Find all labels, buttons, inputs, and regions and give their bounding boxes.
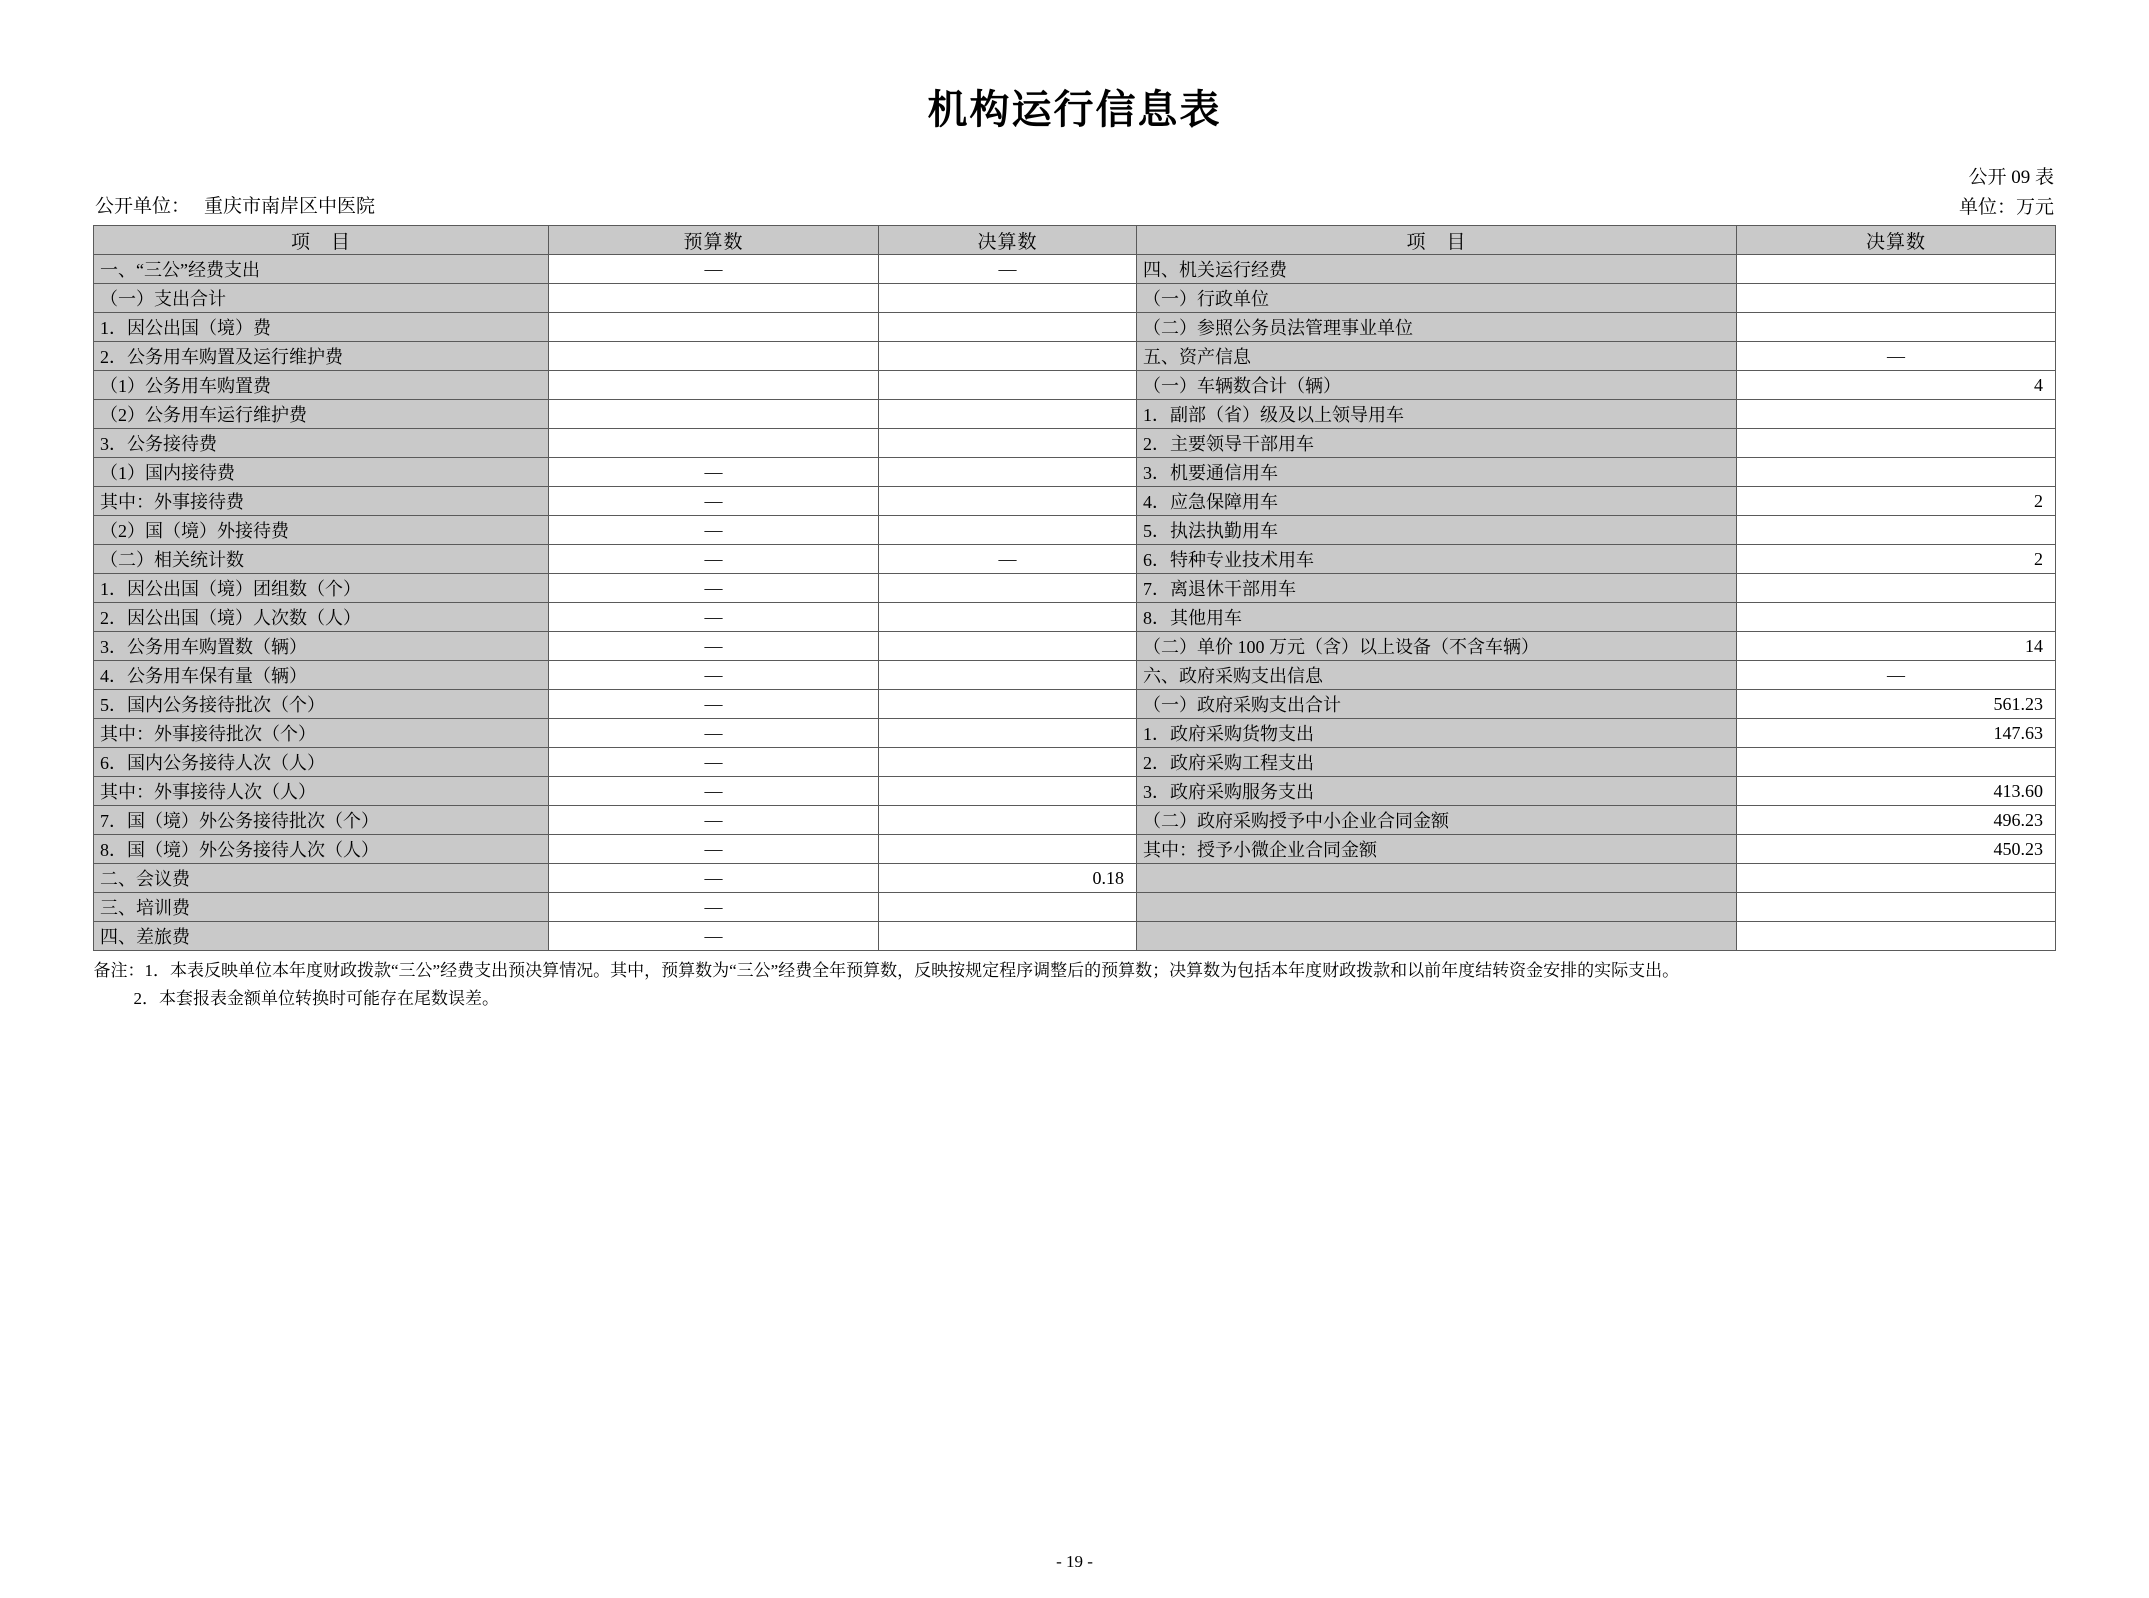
row-right-value: 450.23 (1737, 835, 2056, 864)
row-right-value: — (1737, 661, 2056, 690)
row-final-value (879, 661, 1137, 690)
table-row (94, 864, 2056, 893)
table-row (94, 690, 2056, 719)
table-header-row (94, 226, 2056, 255)
table-row (94, 893, 2056, 922)
row-label-right: 4．应急保障用车 (1137, 487, 1737, 516)
table-row (94, 545, 2056, 574)
row-label-right: （一）政府采购支出合计 (1137, 690, 1737, 719)
row-budget-value: — (549, 661, 879, 690)
row-final-value (879, 632, 1137, 661)
row-budget-value: — (549, 632, 879, 661)
row-budget-value: — (549, 748, 879, 777)
row-label-left: 一、“三公”经费支出 (94, 255, 549, 284)
table-row (94, 661, 2056, 690)
row-right-value (1737, 893, 2056, 922)
row-right-value: 14 (1737, 632, 2056, 661)
table-row (94, 458, 2056, 487)
table-row (94, 777, 2056, 806)
row-label-left: 2．公务用车购置及运行维护费 (94, 342, 549, 371)
publishing-unit-name: 重庆市南岸区中医院 (204, 196, 376, 217)
amount-unit: 单位：万元 (1958, 197, 2054, 218)
row-label-left: 2．因公出国（境）人次数（人） (94, 603, 549, 632)
row-label-left: 其中：外事接待批次（个） (94, 719, 549, 748)
note-2: 2．本套报表金额单位转换时可能存在尾数误差。 (133, 989, 499, 1008)
table-row (94, 806, 2056, 835)
row-budget-value (549, 371, 879, 400)
row-final-value: — (879, 545, 1137, 574)
row-right-value: 561.23 (1737, 690, 2056, 719)
table-notes (94, 957, 2056, 1013)
row-final-value (879, 922, 1137, 951)
row-label-left: 6．国内公务接待人次（人） (94, 748, 549, 777)
row-right-value (1737, 516, 2056, 545)
row-right-value (1737, 603, 2056, 632)
table-row (94, 574, 2056, 603)
table-row (94, 748, 2056, 777)
row-label-right (1137, 922, 1737, 951)
row-final-value (879, 603, 1137, 632)
row-right-value: 413.60 (1737, 777, 2056, 806)
row-label-right: （二）政府采购授予中小企业合同金额 (1137, 806, 1737, 835)
row-label-left: 三、培训费 (94, 893, 549, 922)
row-budget-value: — (549, 603, 879, 632)
table-row (94, 922, 2056, 951)
table-row (94, 835, 2056, 864)
row-final-value (879, 342, 1137, 371)
row-budget-value: — (549, 893, 879, 922)
table-row (94, 342, 2056, 371)
row-right-value: 2 (1737, 545, 2056, 574)
table-row (94, 632, 2056, 661)
row-budget-value (549, 429, 879, 458)
page-number: - 19 - (1056, 1552, 1093, 1571)
row-right-value: 496.23 (1737, 806, 2056, 835)
row-right-value (1737, 313, 2056, 342)
header-final-right: 决算数 (1737, 226, 2056, 255)
row-final-value: 0.18 (879, 864, 1137, 893)
row-final-value (879, 806, 1137, 835)
operating-info-table (93, 225, 2056, 951)
document-meta (0, 163, 2149, 225)
row-label-left: （二）相关统计数 (94, 545, 549, 574)
header-final: 决算数 (879, 226, 1137, 255)
row-label-right: 四、机关运行经费 (1137, 255, 1737, 284)
row-right-value (1737, 255, 2056, 284)
row-budget-value: — (549, 864, 879, 893)
row-label-left: 3．公务接待费 (94, 429, 549, 458)
row-right-value: 4 (1737, 371, 2056, 400)
row-right-value (1737, 284, 2056, 313)
table-body (94, 255, 2056, 951)
publishing-unit (95, 191, 375, 218)
row-label-right: 五、资产信息 (1137, 342, 1737, 371)
header-item-left: 项 目 (94, 226, 549, 255)
row-label-right (1137, 893, 1737, 922)
row-right-value (1737, 400, 2056, 429)
row-final-value (879, 487, 1137, 516)
row-label-right: （二）参照公务员法管理事业单位 (1137, 313, 1737, 342)
row-budget-value (549, 342, 879, 371)
row-label-right: 7．离退休干部用车 (1137, 574, 1737, 603)
row-final-value (879, 835, 1137, 864)
row-label-right: 六、政府采购支出信息 (1137, 661, 1737, 690)
row-right-value (1737, 458, 2056, 487)
row-right-value (1737, 574, 2056, 603)
row-label-right: 其中：授予小微企业合同金额 (1137, 835, 1737, 864)
row-label-left: 8．国（境）外公务接待人次（人） (94, 835, 549, 864)
row-budget-value: — (549, 458, 879, 487)
row-label-right: 1．副部（省）级及以上领导用车 (1137, 400, 1737, 429)
row-label-right: 2．主要领导干部用车 (1137, 429, 1737, 458)
table-meta (1959, 163, 2054, 223)
row-final-value (879, 574, 1137, 603)
row-label-right (1137, 864, 1737, 893)
row-label-left: 其中：外事接待人次（人） (94, 777, 549, 806)
row-right-value: 147.63 (1737, 719, 2056, 748)
row-budget-value: — (549, 574, 879, 603)
row-label-left: 4．公务用车保有量（辆） (94, 661, 549, 690)
row-budget-value: — (549, 806, 879, 835)
row-label-left: （2）国（境）外接待费 (94, 516, 549, 545)
row-right-value (1737, 748, 2056, 777)
table-row (94, 429, 2056, 458)
publishing-unit-label: 公开单位： (95, 196, 191, 217)
document-page (0, 78, 2149, 1598)
row-budget-value: — (549, 255, 879, 284)
row-label-left: （1）国内接待费 (94, 458, 549, 487)
table-row (94, 400, 2056, 429)
row-label-right: 3．政府采购服务支出 (1137, 777, 1737, 806)
table-code: 公开 09 表 (1968, 167, 2054, 188)
row-budget-value: — (549, 922, 879, 951)
table-row (94, 371, 2056, 400)
row-budget-value: — (549, 487, 879, 516)
row-label-left: 1．因公出国（境）团组数（个） (94, 574, 549, 603)
row-final-value (879, 719, 1137, 748)
row-final-value: — (879, 255, 1137, 284)
row-label-left: 5．国内公务接待批次（个） (94, 690, 549, 719)
row-final-value (879, 458, 1137, 487)
note-1: 备注：1．本表反映单位本年度财政拨款“三公”经费支出预决算情况。其中，预算数为“三公”经费全年预算数，反映按规定程序调整后的预算数；决算数为包括本年度财政拨款和以前年度结转资金安排的实际支出。 (93, 961, 1680, 980)
row-final-value (879, 777, 1137, 806)
table-row (94, 719, 2056, 748)
table-row (94, 516, 2056, 545)
row-budget-value (549, 313, 879, 342)
row-label-left: 四、差旅费 (94, 922, 549, 951)
row-label-left: （一）支出合计 (94, 284, 549, 313)
row-final-value (879, 690, 1137, 719)
row-final-value (879, 748, 1137, 777)
row-label-right: 3．机要通信用车 (1137, 458, 1737, 487)
table-row (94, 255, 2056, 284)
row-final-value (879, 400, 1137, 429)
row-label-right: 5．执法执勤用车 (1137, 516, 1737, 545)
row-label-right: 8．其他用车 (1137, 603, 1737, 632)
table-row (94, 284, 2056, 313)
row-final-value (879, 313, 1137, 342)
row-final-value (879, 371, 1137, 400)
row-right-value: 2 (1737, 487, 2056, 516)
row-label-left: （2）公务用车运行维护费 (94, 400, 549, 429)
row-right-value (1737, 864, 2056, 893)
table-row (94, 313, 2056, 342)
table-row (94, 603, 2056, 632)
row-budget-value (549, 400, 879, 429)
row-label-right: 2．政府采购工程支出 (1137, 748, 1737, 777)
row-budget-value: — (549, 835, 879, 864)
row-budget-value: — (549, 690, 879, 719)
row-right-value (1737, 429, 2056, 458)
row-label-left: 3．公务用车购置数（辆） (94, 632, 549, 661)
row-budget-value (549, 284, 879, 313)
row-final-value (879, 429, 1137, 458)
row-label-left: （1）公务用车购置费 (94, 371, 549, 400)
row-label-left: 7．国（境）外公务接待批次（个） (94, 806, 549, 835)
table-row (94, 487, 2056, 516)
row-final-value (879, 284, 1137, 313)
row-label-left: 其中：外事接待费 (94, 487, 549, 516)
row-right-value: — (1737, 342, 2056, 371)
row-label-right: 6．特种专业技术用车 (1137, 545, 1737, 574)
header-item-right: 项 目 (1137, 226, 1737, 255)
row-right-value (1737, 922, 2056, 951)
row-label-right: （一）行政单位 (1137, 284, 1737, 313)
row-final-value (879, 893, 1137, 922)
row-final-value (879, 516, 1137, 545)
row-budget-value: — (549, 777, 879, 806)
row-budget-value: — (549, 545, 879, 574)
header-budget: 预算数 (549, 226, 879, 255)
table-header (94, 226, 2056, 255)
page-title: 机构运行信息表 (927, 87, 1222, 132)
row-label-right: （一）车辆数合计（辆） (1137, 371, 1737, 400)
row-budget-value: — (549, 516, 879, 545)
row-budget-value: — (549, 719, 879, 748)
row-label-right: （二）单价 100 万元（含）以上设备（不含车辆） (1137, 632, 1737, 661)
row-label-left: 二、会议费 (94, 864, 549, 893)
row-label-right: 1．政府采购货物支出 (1137, 719, 1737, 748)
row-label-left: 1．因公出国（境）费 (94, 313, 549, 342)
